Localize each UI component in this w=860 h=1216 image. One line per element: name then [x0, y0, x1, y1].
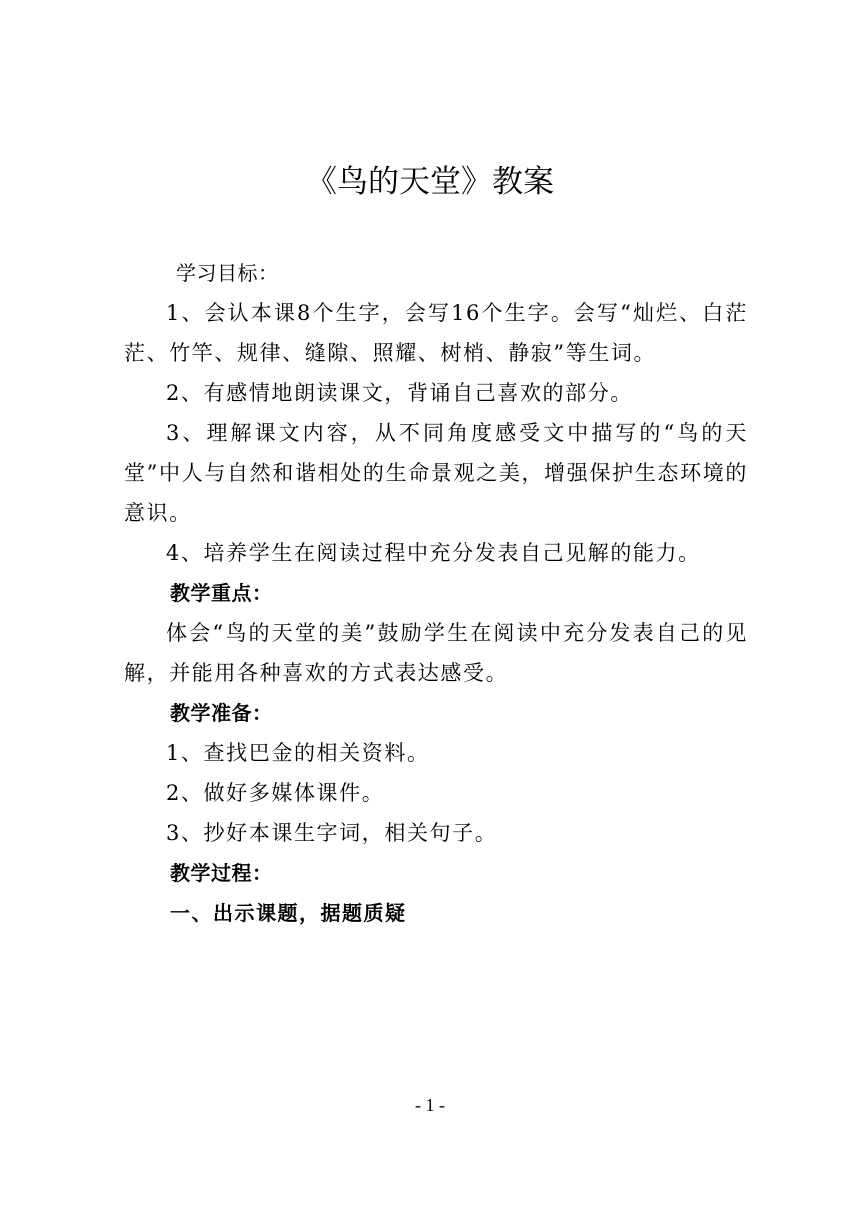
preparation-1: 1、查找巴金的相关资料。	[166, 741, 430, 765]
objectives-heading: 学习目标：	[176, 261, 279, 285]
key-points-heading: 教学重点：	[170, 581, 273, 605]
preparation-heading: 教学准备：	[170, 701, 273, 725]
page-number: - 1 -	[415, 1095, 445, 1115]
key-points-text: 体会“鸟的天堂的美”鼓励学生在阅读中充分发表自己的见解，并能用各种喜欢的方式表达感受。	[124, 621, 748, 685]
preparation-2: 2、做好多媒体课件。	[166, 781, 385, 805]
process-heading: 教学过程：	[170, 861, 273, 885]
document-title: 《鸟的天堂》教案	[306, 164, 554, 200]
document-body	[124, 253, 748, 933]
objective-2: 2、有感情地朗读课文，背诵自己喜欢的部分。	[166, 381, 633, 405]
objective-3: 3、理解课文内容，从不同角度感受文中描写的“鸟的天堂”中人与自然和谐相处的生命景观之美，增强保护生态环境的意识。	[124, 421, 748, 525]
preparation-3: 3、抄好本课生字词，相关句子。	[166, 821, 498, 845]
objective-4: 4、培养学生在阅读过程中充分发表自己见解的能力。	[166, 541, 701, 565]
objective-1: 1、会认本课8个生字，会写16个生字。会写“灿烂、白茫茫、竹竿、规律、缝隙、照耀、树梢、静寂”等生词。	[124, 301, 748, 365]
step-1-heading: 一、出示课题，据题质疑	[170, 901, 407, 925]
